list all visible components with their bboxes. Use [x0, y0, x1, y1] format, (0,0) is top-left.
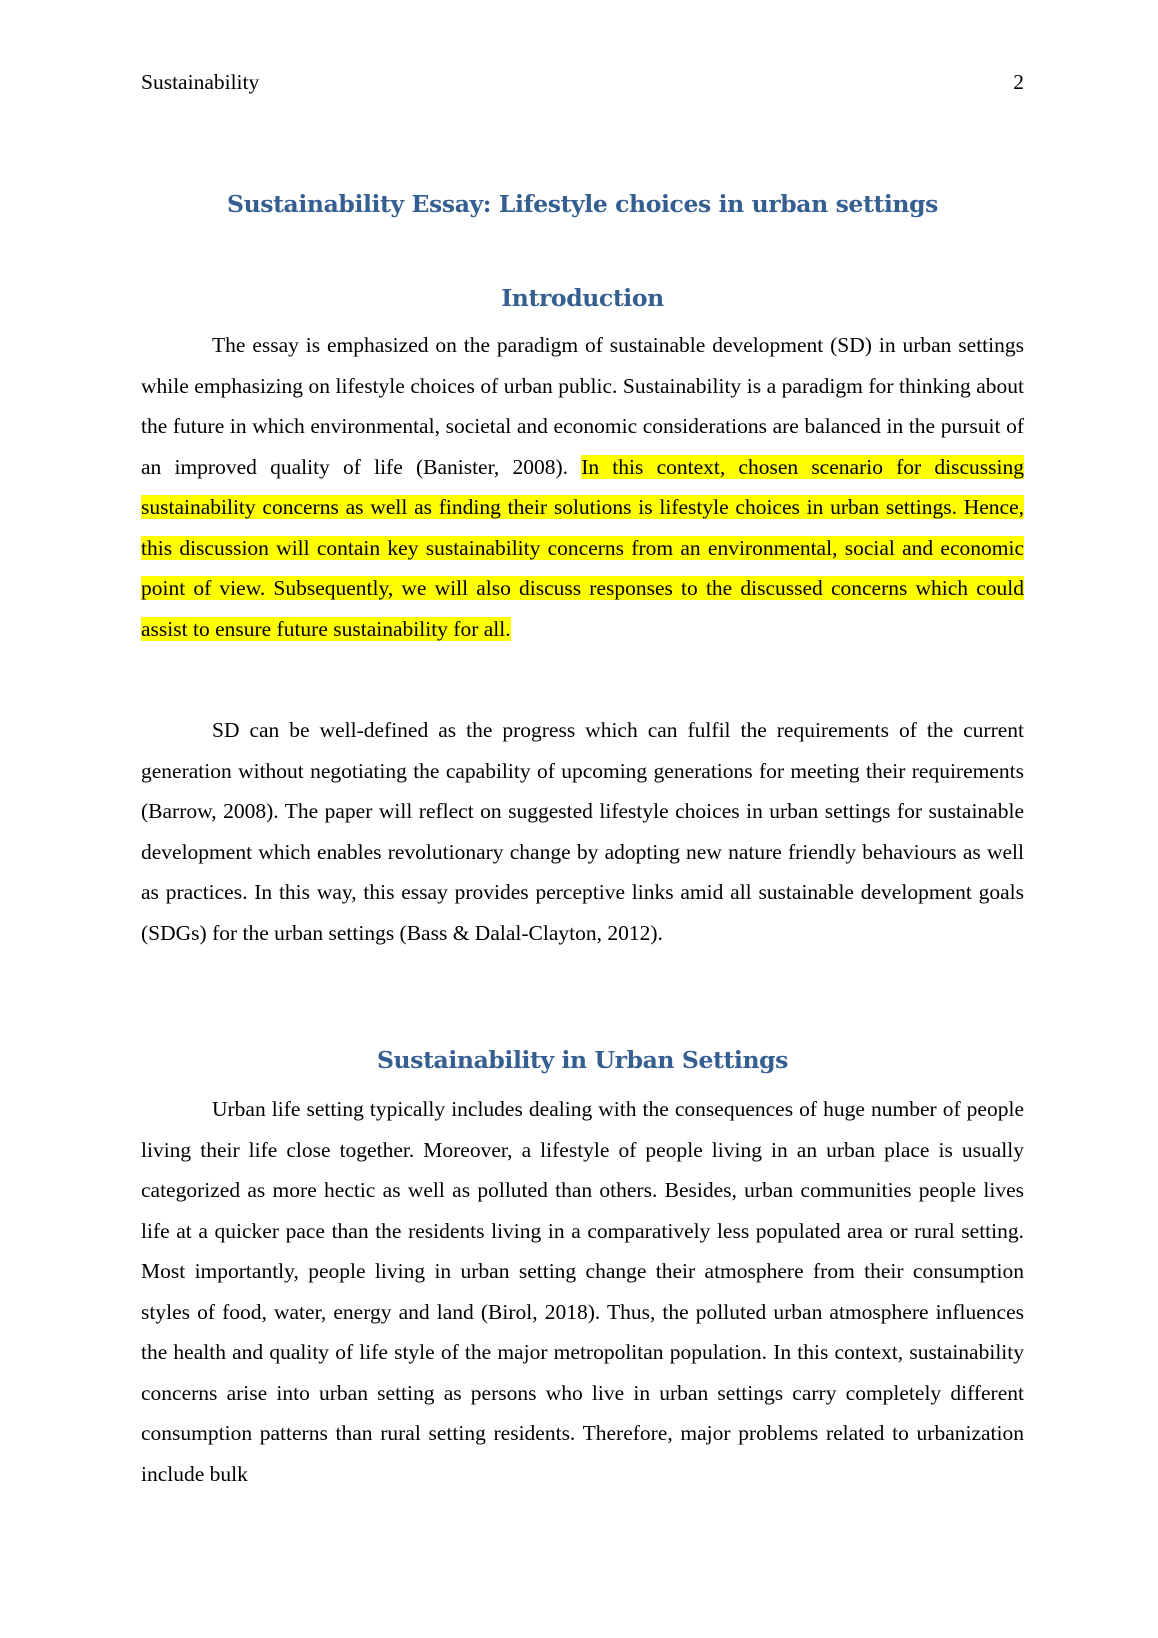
section-heading-urban-settings: Sustainability in Urban Settings [376, 1046, 788, 1074]
intro-paragraph-1 [141, 325, 1024, 649]
highlighted-text: In this context, chosen scenario for discussing sustainability concerns as well as finding their solutions is lifestyle choices in urban settings. Hence, this discussion will contain key sustainability concerns from an environmental, social and economic point of view. Subsequently, we will also discuss responses to the discussed concerns which could assist to ensure future sustainability for all. [141, 454, 1024, 641]
urban-paragraph-1 [141, 1089, 1024, 1494]
paragraph-text: The essay is emphasized on the paradigm of sustainable development (SD) in urban settings while emphasizing on lifestyle choices of urban public. Sustainability is a paradigm for thinking about the future in which environmental, societal and economic considerations are balanced in the pursuit of an improved quality of life (Banister, 2008). [141, 333, 1024, 479]
paragraph-text: Urban life setting typically includes dealing with the consequences of huge number of people living their life close together. Moreover, a lifestyle of people living in an urban place is usually categorized as more hectic as well as polluted than others. Besides, urban communities people lives life at a quicker pace than the residents living in a comparatively less populated area or rural setting. Most importantly, people living in urban setting change their atmosphere from their consumption styles of food, water, energy and land (Birol, 2018). Thus, the polluted urban atmosphere influences the health and quality of life style of the major metropolitan population. In this context, sustainability concerns arise into urban setting as persons who live in urban settings carry completely different consumption patterns than rural setting residents. Therefore, major problems related to urbanization include bulk [141, 1097, 1024, 1486]
page-number: 2 [1013, 70, 1024, 94]
intro-paragraph-2 [141, 710, 1024, 953]
essay-title: Sustainability Essay: Lifestyle choices in urban settings [227, 190, 938, 218]
paragraph-text: SD can be well-defined as the progress which can fulfil the requirements of the current generation without negotiating the capability of upcoming generations for meeting their requirements (Barrow, 2008). The paper will reflect on suggested lifestyle choices in urban settings for sustainable development which enables revolutionary change by adopting new nature friendly behaviours as well as practices. In this way, this essay provides perceptive links amid all sustainable development goals (SDGs) for the urban settings (Bass & Dalal-Clayton, 2012). [141, 718, 1024, 945]
section-heading-introduction: Introduction [501, 284, 664, 312]
running-title: Sustainability [141, 70, 260, 94]
